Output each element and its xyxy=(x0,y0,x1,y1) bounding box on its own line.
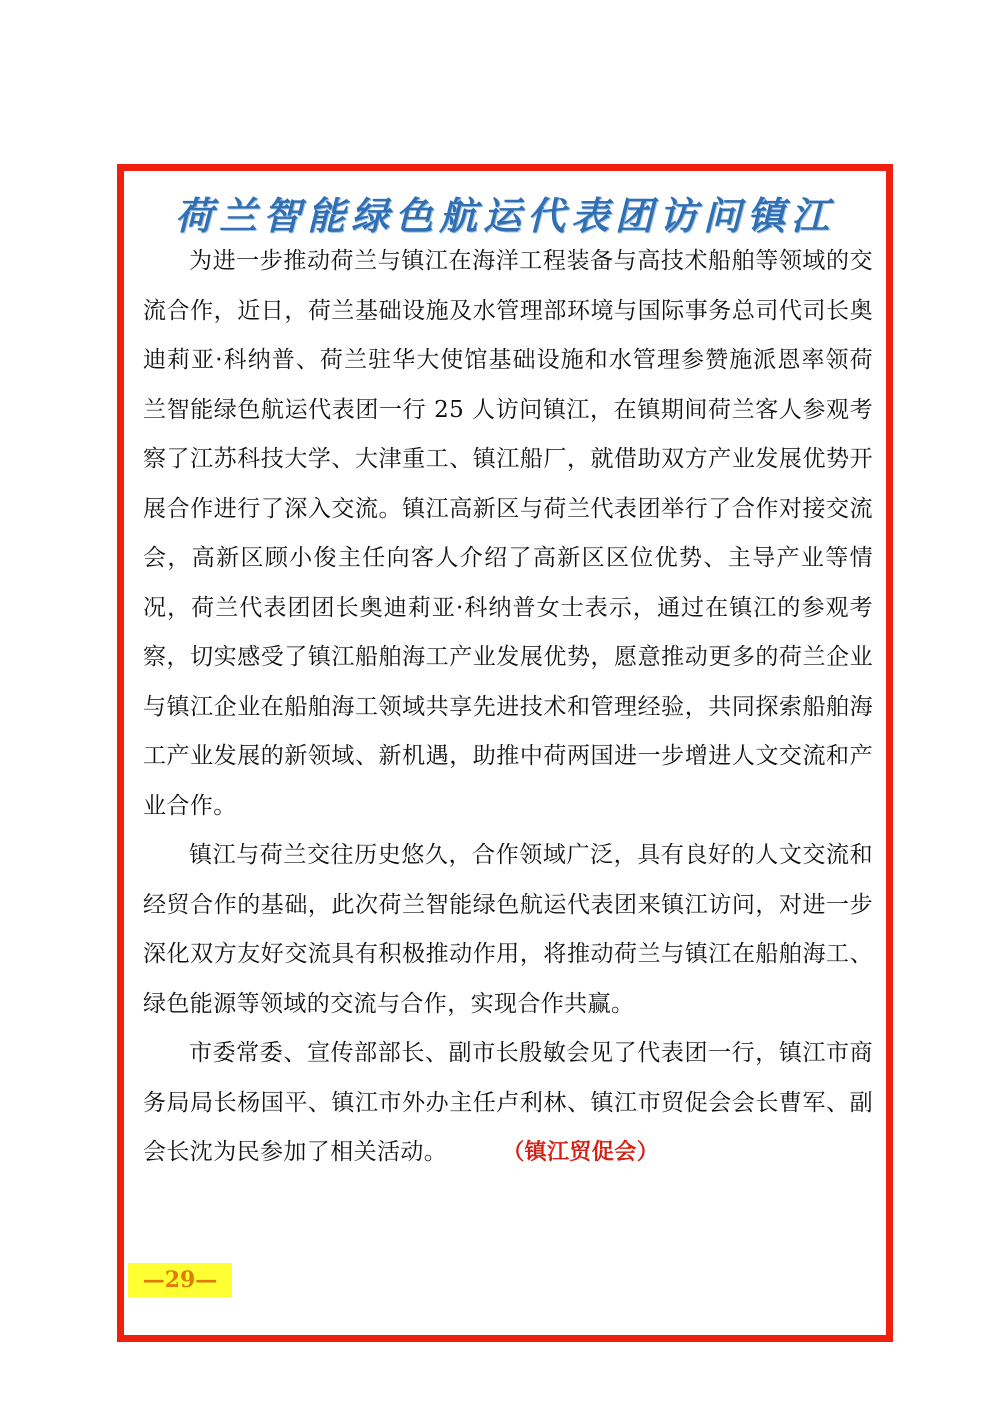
paragraph-3-text: 市委常委、宣传部部长、副市长殷敏会见了代表团一行，镇江市商务局局长杨国平、镇江市外办主任卢利林、镇江市贸促会会长曹军、副会长沈为民参加了相关活动。 xyxy=(143,1040,873,1165)
article-body xyxy=(143,237,873,1178)
page-frame xyxy=(117,164,893,1342)
article-title: 荷兰智能绿色航运代表团访问镇江 xyxy=(174,194,835,238)
page-number: —29— xyxy=(128,1263,232,1297)
paragraph-3 xyxy=(143,1029,873,1178)
source-attribution: （镇江贸促会） xyxy=(513,1140,660,1165)
paragraph-1: 为进一步推动荷兰与镇江在海洋工程装备与高技术船舶等领域的交流合作，近日，荷兰基础设施及水管理部环境与国际事务总司代司长奥迪莉亚·科纳普、荷兰驻华大使馆基础设施和水管理参赞施派恩率领荷兰智能绿色航运代表团一行 25 人访问镇江，在镇期间荷兰客人参观考察了江苏科技大学、大津重工、镇江船厂，就借助双方产业发展优势开展合作进行了深入交流。镇江高新区与荷兰代表团举行了合作对接交流会，高新区顾小俊主任向客人介绍了高新区区位优势、主导产业等情况，荷兰代表团团长奥迪莉亚·科纳普女士表示，通过在镇江的参观考察，切实感受了镇江船舶海工产业发展优势，愿意推动更多的荷兰企业与镇江企业在船舶海工领域共享先进技术和管理经验，共同探索船舶海工产业发展的新领域、新机遇，助推中荷两国进一步增进人文交流和产业合作。 xyxy=(143,248,873,819)
paragraph-2: 镇江与荷兰交往历史悠久，合作领域广泛，具有良好的人文交流和经贸合作的基础，此次荷兰智能绿色航运代表团来镇江访问，对进一步深化双方友好交流具有积极推动作用，将推动荷兰与镇江在船舶海工、绿色能源等领域的交流与合作，实现合作共赢。 xyxy=(143,842,873,1017)
